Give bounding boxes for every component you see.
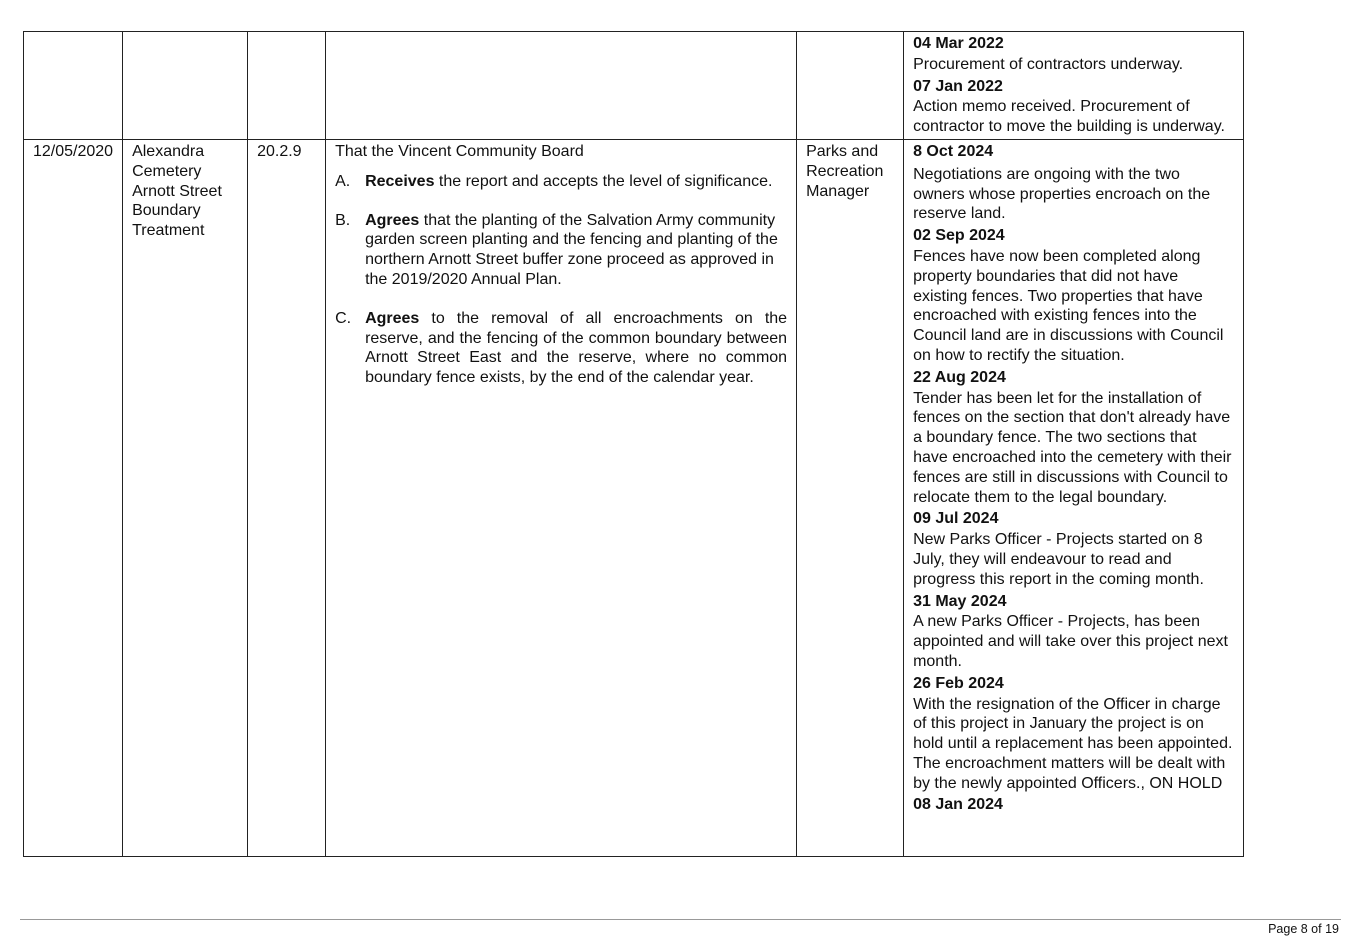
update-date: 02 Sep 2024 — [913, 227, 1005, 245]
resolution-text — [365, 309, 787, 388]
cell-ref — [248, 32, 326, 140]
resolution-verb: Agrees — [365, 211, 420, 229]
table-row — [24, 139, 1244, 856]
cell-resolution — [326, 32, 797, 140]
resolution-verb: Receives — [365, 172, 435, 190]
footer-divider — [20, 919, 1341, 920]
resolution-rest: the report and accepts the level of significance. — [434, 172, 773, 190]
cell-item: Alexandra Cemetery Arnott Street Boundary Treatment — [123, 139, 248, 856]
update-text: Negotiations are ongoing with the two owners whose properties encroach on the reserve land. — [913, 165, 1211, 223]
resolution-text — [365, 172, 787, 192]
update-date: 8 Oct 2024 — [913, 142, 994, 160]
update-text: Fences have now been completed along property boundaries that did not have existing fences. Two properties that have encroached with existing fences into the Council land are in discussions with Council on how to rectify the situation. — [913, 247, 1224, 364]
page-number: Page 8 of 19 — [1268, 922, 1339, 936]
cell-responsible: Parks and Recreation Manager — [797, 139, 904, 856]
update-date: 07 Jan 2022 — [913, 77, 1003, 95]
update-date: 26 Feb 2024 — [913, 674, 1004, 692]
action-table — [23, 31, 1244, 857]
cell-item — [123, 32, 248, 140]
update-text: With the resignation of the Officer in charge of this project in January the project is on hold until a replacement has been appointed. The encroachment matters will be dealt with by the newly appointed Officers., ON HOLD — [913, 695, 1233, 792]
cell-updates — [904, 32, 1244, 140]
update-date: 31 May 2024 — [913, 592, 1007, 610]
update-date: 09 Jul 2024 — [913, 510, 999, 528]
resolution-letter: C. — [335, 309, 352, 327]
update-date: 22 Aug 2024 — [913, 368, 1006, 386]
cell-responsible — [797, 32, 904, 140]
resolution-rest: that the planting of the Salvation Army community garden screen planting and the fencing and planting of the northern Arnott Street buffer zone proceed as approved in the 2019/2020 Annual Plan. — [365, 211, 778, 288]
cell-meeting-date — [24, 32, 123, 140]
update-date: 04 Mar 2022 — [913, 35, 1004, 52]
cell-resolution — [326, 139, 797, 856]
update-date: 08 Jan 2024 — [913, 796, 1003, 814]
update-text: Procurement of contractors underway. — [913, 55, 1184, 73]
cell-ref: 20.2.9 — [248, 139, 326, 856]
resolution-verb: Agrees — [365, 309, 420, 327]
resolution-letter: A. — [335, 172, 351, 190]
cell-meeting-date: 12/05/2020 — [24, 139, 123, 856]
table-row-continued — [24, 32, 1244, 140]
resolution-item — [335, 211, 787, 290]
resolution-text — [365, 211, 787, 290]
resolution-letter: B. — [335, 211, 351, 229]
update-text: A new Parks Officer - Projects, has been appointed and will take over this project next month. — [913, 613, 1228, 670]
cell-updates — [904, 139, 1244, 856]
resolution-item — [335, 309, 787, 388]
resolution-item — [335, 172, 787, 192]
resolution-intro: That the Vincent Community Board — [335, 142, 584, 160]
update-text: New Parks Officer - Projects started on 8 July, they will endeavour to read and progress this report in the coming month. — [913, 531, 1204, 588]
update-text: Tender has been let for the installation of fences on the section that don't already have a boundary fence. The two sections that have encroached into the cemetery with their fences are still in discussions with Council to relocate them to the legal boundary. — [913, 389, 1232, 506]
resolution-rest: to the removal of all encroachments on the reserve, and the fencing of the common boundary between Arnott Street East and the reserve, where no common boundary fence exists, by the end of the calendar year. — [365, 309, 788, 387]
update-text: Action memo received. Procurement of contractor to move the building is underway. — [913, 98, 1225, 136]
